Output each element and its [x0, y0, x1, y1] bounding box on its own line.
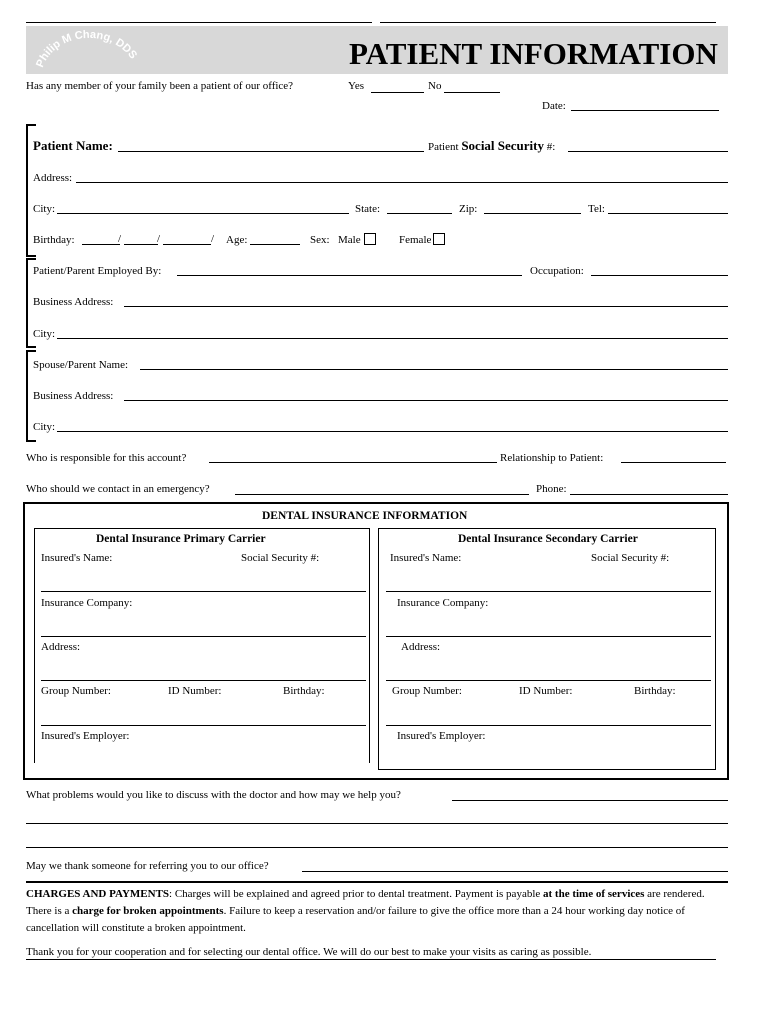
employment-city-field[interactable] — [57, 338, 728, 339]
patient-sex-label: Sex: — [310, 234, 330, 246]
birthday-year-field[interactable] — [163, 244, 211, 245]
ssn-prefix: Patient — [428, 141, 462, 153]
birthday-sep: / — [118, 233, 122, 245]
spouse-name-label: Spouse/Parent Name: — [33, 359, 129, 371]
primary-insured-name-label: Insured's Name: — [41, 552, 113, 564]
emergency-phone-label: Phone: — [536, 483, 567, 495]
primary-employer-label: Insured's Employer: — [41, 730, 130, 742]
patient-name-field[interactable] — [118, 151, 424, 152]
primary-insured-name-field[interactable] — [41, 591, 366, 592]
ssn-suffix: #: — [544, 141, 556, 153]
secondary-insured-name-label: Insured's Name: — [390, 552, 462, 564]
problems-field-3[interactable] — [26, 847, 728, 848]
charges-heading: CHARGES AND PAYMENTS — [26, 888, 170, 900]
patient-city-field[interactable] — [57, 213, 349, 214]
practice-logo — [28, 24, 138, 76]
family-question: Has any member of your family been a patient of our office? — [26, 80, 294, 92]
charges-text-2: are rendered. There is a — [26, 888, 705, 917]
birthday-sep: / — [211, 233, 215, 245]
charges-text-1: : Charges will be explained and agreed prior to dental treatment. Payment is payable — [169, 888, 544, 900]
family-no-label: No — [428, 80, 442, 92]
date-field[interactable] — [571, 110, 719, 111]
problems-field-1[interactable] — [452, 800, 728, 801]
bracket-tick — [26, 124, 36, 126]
ssn-strong: Social Security — [461, 138, 544, 153]
charges-emphasis-1: at the time of services — [543, 888, 645, 900]
patient-address-field[interactable] — [76, 182, 728, 183]
primary-address-label: Address: — [41, 641, 81, 653]
employed-by-field[interactable] — [177, 275, 522, 276]
primary-group-label: Group Number: — [41, 685, 111, 697]
secondary-group-field[interactable] — [386, 725, 711, 726]
section-bracket-patient — [26, 124, 28, 257]
business-address-field[interactable] — [124, 306, 728, 307]
patient-state-field[interactable] — [387, 213, 452, 214]
page-title: PATIENT INFORMATION — [349, 36, 718, 71]
patient-ssn-field[interactable] — [568, 151, 728, 152]
secondary-employer-label: Insured's Employer: — [397, 730, 486, 742]
primary-ssn-label: Social Security #: — [241, 552, 320, 564]
patient-state-label: State: — [355, 203, 381, 215]
secondary-birthday-label: Birthday: — [634, 685, 676, 697]
top-rule-left — [26, 22, 372, 23]
sex-male-label: Male — [338, 234, 361, 246]
sex-female-checkbox[interactable] — [433, 233, 445, 245]
responsible-field[interactable] — [209, 462, 497, 463]
patient-address-label: Address: — [33, 172, 73, 184]
family-no-field[interactable] — [444, 92, 500, 93]
patient-tel-field[interactable] — [608, 213, 728, 214]
date-label: Date: — [542, 100, 566, 112]
emergency-phone-field[interactable] — [570, 494, 728, 495]
primary-company-label: Insurance Company: — [41, 597, 133, 609]
sex-male-checkbox[interactable] — [364, 233, 376, 245]
emergency-field[interactable] — [235, 494, 529, 495]
spouse-name-field[interactable] — [140, 369, 728, 370]
referral-question: May we thank someone for referring you to our office? — [26, 860, 269, 872]
relationship-label: Relationship to Patient: — [500, 452, 604, 464]
secondary-group-label: Group Number: — [392, 685, 462, 697]
primary-group-field[interactable] — [41, 725, 366, 726]
patient-age-field[interactable] — [250, 244, 300, 245]
spouse-city-field[interactable] — [57, 431, 728, 432]
svg-text:Philip M Chang, DDS: Philip M Chang, DDS — [34, 28, 138, 70]
bracket-tick — [26, 258, 36, 260]
primary-carrier-heading: Dental Insurance Primary Carrier — [96, 533, 266, 545]
secondary-insured-name-field[interactable] — [386, 591, 711, 592]
spouse-business-address-label: Business Address: — [33, 390, 114, 402]
family-yes-field[interactable] — [371, 92, 424, 93]
patient-zip-field[interactable] — [484, 213, 581, 214]
patient-age-label: Age: — [226, 234, 248, 246]
problems-field-2[interactable] — [26, 823, 728, 824]
employed-by-label: Patient/Parent Employed By: — [33, 265, 162, 277]
sex-female-label: Female — [399, 234, 432, 246]
top-rule-right — [380, 22, 716, 23]
primary-company-field[interactable] — [41, 636, 366, 637]
patient-ssn-label — [428, 139, 555, 154]
bracket-tick — [26, 346, 36, 348]
secondary-address-field[interactable] — [386, 680, 711, 681]
charges-paragraph — [26, 886, 728, 937]
secondary-company-label: Insurance Company: — [397, 597, 489, 609]
employment-city-label: City: — [33, 328, 56, 340]
charges-emphasis-2: charge for broken appointments — [72, 905, 224, 917]
bracket-tick — [26, 440, 36, 442]
patient-tel-label: Tel: — [588, 203, 605, 215]
primary-birthday-label: Birthday: — [283, 685, 325, 697]
birthday-day-field[interactable] — [124, 244, 158, 245]
thanks-text: Thank you for your cooperation and for selecting our dental office. We will do our best to make your visits as caring as possible. — [26, 946, 592, 958]
secondary-carrier-heading: Dental Insurance Secondary Carrier — [458, 533, 638, 545]
business-address-label: Business Address: — [33, 296, 114, 308]
bracket-tick — [26, 255, 36, 257]
primary-id-label: ID Number: — [168, 685, 222, 697]
occupation-field[interactable] — [591, 275, 728, 276]
problems-question: What problems would you like to discuss with the doctor and how may we help you? — [26, 789, 401, 801]
secondary-ssn-label: Social Security #: — [591, 552, 670, 564]
emergency-question: Who should we contact in an emergency? — [26, 483, 210, 495]
patient-birthday-label: Birthday: — [33, 234, 75, 246]
bracket-tick — [26, 350, 36, 352]
responsible-question: Who is responsible for this account? — [26, 452, 187, 464]
birthday-month-field[interactable] — [82, 244, 120, 245]
charges-divider — [26, 881, 728, 883]
section-bracket-spouse — [26, 350, 28, 442]
birthday-sep: / — [157, 233, 161, 245]
patient-zip-label: Zip: — [459, 203, 478, 215]
referral-field[interactable] — [302, 871, 728, 872]
primary-address-field[interactable] — [41, 680, 366, 681]
relationship-field[interactable] — [621, 462, 726, 463]
spouse-city-label: City: — [33, 421, 56, 433]
charges-text-3: . Failure to keep a reservation and/or failure to give the office more than a 24 hour working day notice of cancellation will constitute a broken appointment. — [26, 905, 685, 934]
spouse-business-address-field[interactable] — [124, 400, 728, 401]
occupation-label: Occupation: — [530, 265, 584, 277]
bottom-rule — [26, 959, 716, 960]
secondary-id-label: ID Number: — [519, 685, 573, 697]
insurance-heading: DENTAL INSURANCE INFORMATION — [262, 510, 468, 522]
secondary-company-field[interactable] — [386, 636, 711, 637]
secondary-address-label: Address: — [401, 641, 441, 653]
patient-name-label: Patient Name: — [33, 138, 113, 153]
family-yes-label: Yes — [348, 80, 365, 92]
patient-city-label: City: — [33, 203, 56, 215]
section-bracket-employment — [26, 258, 28, 348]
